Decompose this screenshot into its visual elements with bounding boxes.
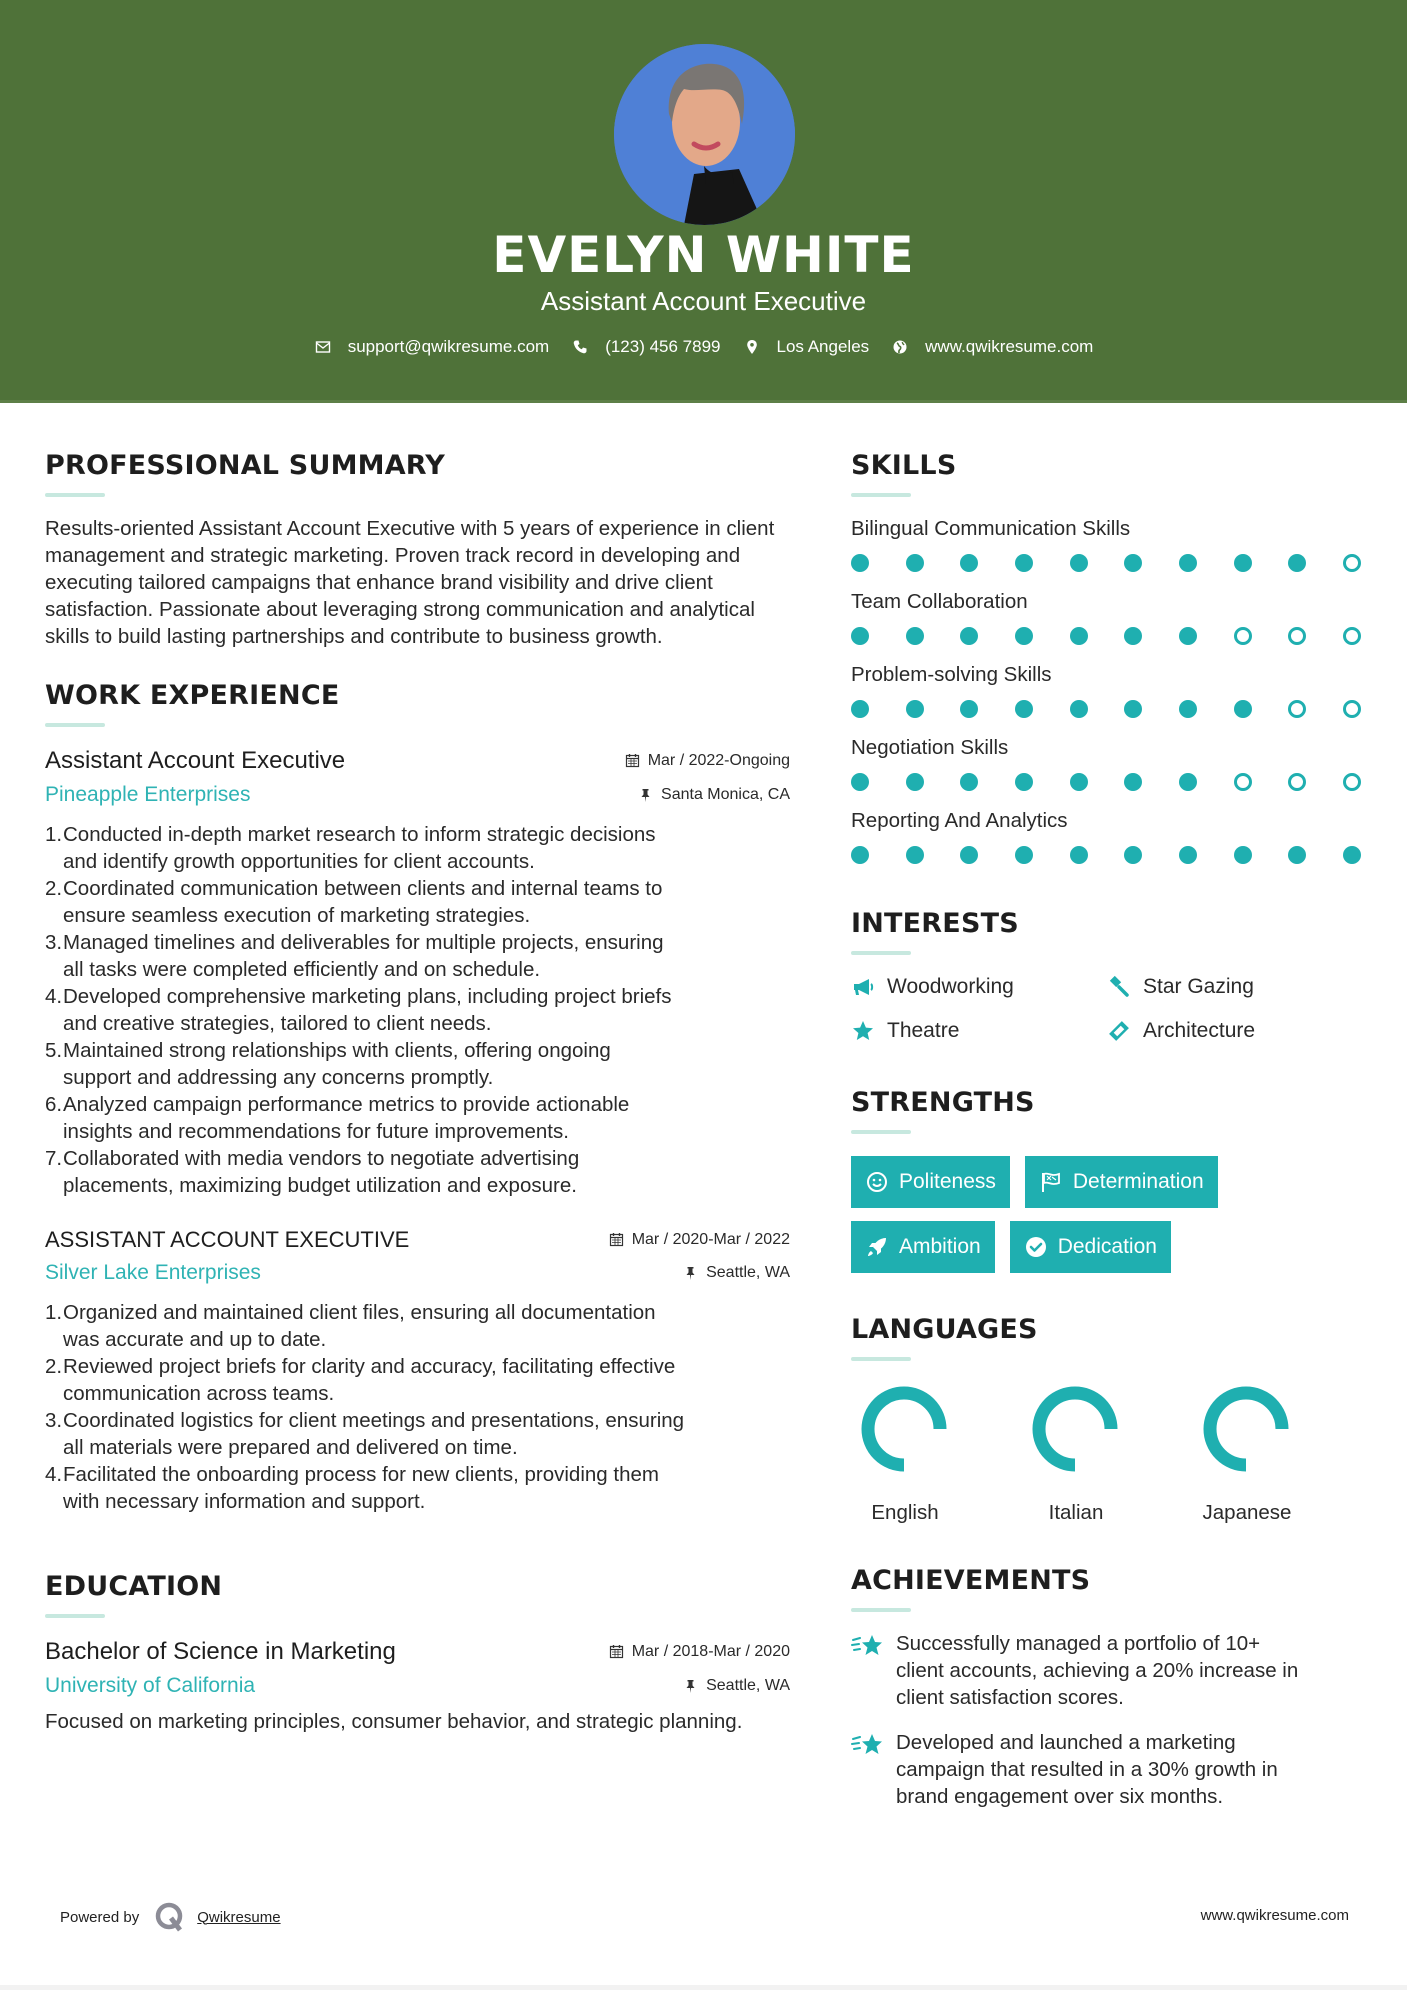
bullet-item: 4. Developed comprehensive marketing plans, including project briefs and creative strategies, tailored to client needs. bbox=[45, 985, 672, 1035]
envelope-icon bbox=[314, 338, 332, 356]
skill-rating bbox=[851, 846, 1361, 864]
job-title: Assistant Account Executive bbox=[45, 747, 346, 774]
rating-dot-empty bbox=[1343, 627, 1361, 645]
education-description: Focused on marketing principles, consumer behavior, and strategic planning. bbox=[45, 1710, 743, 1733]
education-date: Mar / 2018-Mar / 2020 bbox=[609, 1643, 790, 1661]
job-bullets bbox=[45, 1299, 790, 1515]
company-name: Silver Lake Enterprises bbox=[45, 1261, 261, 1284]
contact-website[interactable]: www.qwikresume.com bbox=[891, 337, 1093, 357]
rating-dot-empty bbox=[1288, 700, 1306, 718]
job-date: Mar / 2022-Ongoing bbox=[625, 752, 790, 770]
language-item: English bbox=[851, 1383, 1022, 1525]
rating-dot-filled bbox=[851, 700, 869, 718]
skill-name: Problem-solving Skills bbox=[851, 663, 1052, 686]
bullet-item: 1. Conducted in-depth market research to inform strategic decisions and identify growth opportunities for client accounts. bbox=[45, 823, 656, 873]
profile-photo bbox=[614, 44, 795, 225]
bullet-item: 5. Maintained strong relationships with clients, offering ongoing support and addressing any concerns promptly. bbox=[45, 1039, 611, 1089]
strength-badge: Ambition bbox=[851, 1221, 995, 1273]
pushpin-icon bbox=[683, 1679, 698, 1694]
achievements-section bbox=[851, 1565, 1371, 1810]
calendar-icon bbox=[609, 1232, 624, 1247]
interests-list bbox=[851, 975, 1371, 1043]
section-heading: STRENGTHS bbox=[851, 1087, 1035, 1118]
skill-rating bbox=[851, 627, 1361, 645]
education-entry bbox=[45, 1638, 790, 1735]
language-proficiency-ring bbox=[858, 1383, 950, 1475]
rating-dot-filled bbox=[851, 846, 869, 864]
strength-badge: Politeness bbox=[851, 1156, 1010, 1208]
bullet-item: 1. Organized and maintained client files, ensuring all documentation was accurate and up to date. bbox=[45, 1301, 656, 1351]
skill-rating bbox=[851, 773, 1361, 791]
right-column bbox=[851, 450, 1371, 1810]
rating-dot-empty bbox=[1288, 627, 1306, 645]
check-circle-icon bbox=[1024, 1235, 1048, 1259]
phone-icon bbox=[571, 338, 589, 356]
star-icon bbox=[851, 1019, 877, 1043]
professional-summary-section bbox=[45, 450, 790, 650]
rating-dot-filled bbox=[1234, 846, 1252, 864]
bullet-item: 2. Coordinated communication between clients and internal teams to ensure seamless execution of marketing strategies. bbox=[45, 877, 663, 927]
school-name: University of California bbox=[45, 1674, 256, 1697]
education-section bbox=[45, 1571, 790, 1735]
language-item: Italian bbox=[1022, 1383, 1193, 1525]
rating-dot-filled bbox=[1015, 554, 1033, 572]
bullet-item: 2. Reviewed project briefs for clarity and accuracy, facilitating effective communication across teams. bbox=[45, 1355, 676, 1405]
rating-dot-filled bbox=[960, 627, 978, 645]
shooting-star-icon bbox=[851, 1729, 896, 1810]
rating-dot-filled bbox=[851, 627, 869, 645]
rating-dot-filled bbox=[1179, 773, 1197, 791]
candidate-title: Assistant Account Executive bbox=[540, 286, 867, 316]
rating-dot-filled bbox=[1015, 846, 1033, 864]
rating-dot-filled bbox=[1288, 554, 1306, 572]
languages-section bbox=[851, 1314, 1371, 1525]
rating-dot-filled bbox=[1015, 627, 1033, 645]
language-proficiency-ring bbox=[1200, 1383, 1292, 1475]
rating-dot-filled bbox=[906, 554, 924, 572]
skill-item bbox=[851, 736, 1371, 791]
pushpin-icon bbox=[638, 788, 653, 803]
skill-name: Reporting And Analytics bbox=[851, 809, 1068, 832]
map-pin-icon bbox=[743, 338, 761, 356]
bullet-item: 4. Facilitated the onboarding process for new clients, providing them with necessary information and support. bbox=[45, 1463, 659, 1513]
rating-dot-filled bbox=[1343, 846, 1361, 864]
qwikresume-link[interactable]: Qwikresume bbox=[197, 1908, 281, 1926]
language-item: Japanese bbox=[1193, 1383, 1364, 1525]
education-location: Seattle, WA bbox=[683, 1677, 790, 1695]
ticket-icon bbox=[1107, 1019, 1133, 1043]
rating-dot-filled bbox=[1070, 627, 1088, 645]
rating-dot-empty bbox=[1343, 700, 1361, 718]
rating-dot-filled bbox=[960, 554, 978, 572]
qwikresume-logo-icon bbox=[153, 1900, 187, 1934]
rating-dot-filled bbox=[1124, 773, 1142, 791]
skill-item bbox=[851, 590, 1371, 645]
company-name: Pineapple Enterprises bbox=[45, 783, 251, 806]
rating-dot-filled bbox=[1070, 700, 1088, 718]
heading-underline bbox=[851, 1357, 911, 1361]
flag-icon bbox=[1039, 1170, 1063, 1194]
section-heading: PROFESSIONAL SUMMARY bbox=[45, 450, 446, 481]
megaphone-icon bbox=[851, 975, 877, 999]
achievement-item: Successfully managed a portfolio of 10+ client accounts, achieving a 20% increase in client satisfaction scores. bbox=[851, 1630, 1371, 1711]
job-date: Mar / 2020-Mar / 2022 bbox=[609, 1231, 790, 1249]
calendar-icon bbox=[625, 753, 640, 768]
rating-dot-filled bbox=[1124, 627, 1142, 645]
rating-dot-filled bbox=[906, 700, 924, 718]
job-location: Santa Monica, CA bbox=[638, 786, 790, 804]
rating-dot-filled bbox=[851, 773, 869, 791]
rating-dot-filled bbox=[906, 773, 924, 791]
portrait-illustration bbox=[614, 44, 795, 225]
rating-dot-filled bbox=[1124, 700, 1142, 718]
rating-dot-filled bbox=[1124, 846, 1142, 864]
rating-dot-filled bbox=[906, 846, 924, 864]
calendar-icon bbox=[609, 1644, 624, 1659]
section-heading: ACHIEVEMENTS bbox=[851, 1565, 1091, 1596]
interest-item: Woodworking bbox=[851, 975, 1107, 999]
section-heading: WORK EXPERIENCE bbox=[45, 680, 340, 711]
rating-dot-filled bbox=[1179, 627, 1197, 645]
skill-item bbox=[851, 663, 1371, 718]
pushpin-icon bbox=[683, 1266, 698, 1281]
bullet-item: 3. Coordinated logistics for client meetings and presentations, ensuring all materials were prepared and delivered on time. bbox=[45, 1409, 685, 1459]
rating-dot-filled bbox=[1124, 554, 1142, 572]
footer-url[interactable]: www.qwikresume.com bbox=[1200, 1907, 1349, 1924]
globe-icon bbox=[891, 338, 909, 356]
skill-name: Negotiation Skills bbox=[851, 736, 1009, 759]
resume-header bbox=[0, 0, 1407, 403]
bullet-item: 3. Managed timelines and deliverables for multiple projects, ensuring all tasks were completed efficiently and on schedule. bbox=[45, 931, 664, 981]
rating-dot-filled bbox=[1070, 846, 1088, 864]
job-location: Seattle, WA bbox=[683, 1264, 790, 1282]
strength-badge: Determination bbox=[1025, 1156, 1218, 1208]
strength-badge: Dedication bbox=[1010, 1221, 1171, 1273]
interest-item: Architecture bbox=[1107, 1019, 1363, 1043]
skills-list bbox=[851, 517, 1371, 864]
rating-dot-filled bbox=[960, 846, 978, 864]
language-proficiency-ring bbox=[1029, 1383, 1121, 1475]
summary-text: Results-oriented Assistant Account Executive with 5 years of experience in client management and strategic marketing. Proven track record in developing and executing tailored campaigns that enhance brand visibility and drive client satisfaction. Passionate about leveraging strong communication and analytical skills to build lasting partnerships and contribute to business growth. bbox=[45, 517, 775, 648]
candidate-name: EVELYN WHITE bbox=[492, 226, 915, 284]
rating-dot-filled bbox=[1070, 554, 1088, 572]
skill-name: Bilingual Communication Skills bbox=[851, 517, 1131, 540]
contact-email[interactable]: support@qwikresume.com bbox=[314, 337, 550, 357]
section-heading: SKILLS bbox=[851, 450, 957, 481]
rating-dot-filled bbox=[1179, 846, 1197, 864]
rating-dot-filled bbox=[1070, 773, 1088, 791]
strengths-section bbox=[851, 1087, 1371, 1286]
languages-list bbox=[851, 1383, 1371, 1525]
work-experience-section bbox=[45, 680, 790, 1515]
rating-dot-filled bbox=[960, 700, 978, 718]
strengths-list bbox=[851, 1156, 1371, 1286]
skill-item bbox=[851, 809, 1371, 864]
rating-dot-filled bbox=[1234, 700, 1252, 718]
achievement-item: Developed and launched a marketing campaign that resulted in a 30% growth in brand engagement over six months. bbox=[851, 1729, 1371, 1810]
heading-underline bbox=[45, 493, 105, 497]
job-bullets bbox=[45, 821, 790, 1199]
interests-section bbox=[851, 908, 1371, 1043]
rocket-icon bbox=[865, 1235, 889, 1259]
interest-item: Theatre bbox=[851, 1019, 1107, 1043]
bullet-item: 6. Analyzed campaign performance metrics to provide actionable insights and recommendations for future improvements. bbox=[45, 1093, 630, 1143]
heading-underline bbox=[851, 951, 911, 955]
section-heading: EDUCATION bbox=[45, 1571, 223, 1602]
skill-rating bbox=[851, 700, 1361, 718]
job-entry bbox=[45, 1227, 790, 1515]
rating-dot-empty bbox=[1234, 773, 1252, 791]
skills-section bbox=[851, 450, 1371, 864]
contact-location: Los Angeles bbox=[743, 337, 870, 357]
job-entry bbox=[45, 747, 790, 1199]
contact-bar bbox=[0, 337, 1407, 357]
skill-name: Team Collaboration bbox=[851, 590, 1028, 613]
heading-underline bbox=[851, 1608, 911, 1612]
powered-by: Powered by Qwikresume bbox=[60, 1900, 281, 1934]
rating-dot-empty bbox=[1343, 554, 1361, 572]
job-title: ASSISTANT ACCOUNT EXECUTIVE bbox=[45, 1227, 410, 1252]
heading-underline bbox=[45, 723, 105, 727]
rating-dot-filled bbox=[1234, 554, 1252, 572]
rating-dot-filled bbox=[1015, 700, 1033, 718]
contact-phone[interactable]: (123) 456 7899 bbox=[571, 337, 720, 357]
rating-dot-empty bbox=[1288, 773, 1306, 791]
section-heading: INTERESTS bbox=[851, 908, 1019, 939]
skill-item bbox=[851, 517, 1371, 572]
rating-dot-empty bbox=[1343, 773, 1361, 791]
shooting-star-icon bbox=[851, 1630, 896, 1711]
rating-dot-empty bbox=[1234, 627, 1252, 645]
bullet-item: 7. Collaborated with media vendors to negotiate advertising placements, maximizing budget utilization and exposure. bbox=[45, 1147, 580, 1197]
heading-underline bbox=[851, 493, 911, 497]
heading-underline bbox=[851, 1130, 911, 1134]
rating-dot-filled bbox=[960, 773, 978, 791]
skill-rating bbox=[851, 554, 1361, 572]
rating-dot-filled bbox=[1015, 773, 1033, 791]
smile-icon bbox=[865, 1170, 889, 1194]
rating-dot-filled bbox=[906, 627, 924, 645]
section-heading: LANGUAGES bbox=[851, 1314, 1038, 1345]
left-column bbox=[45, 450, 790, 1735]
rating-dot-filled bbox=[1179, 554, 1197, 572]
rating-dot-filled bbox=[1288, 846, 1306, 864]
gavel-icon bbox=[1107, 975, 1133, 999]
rating-dot-filled bbox=[851, 554, 869, 572]
interest-item: Star Gazing bbox=[1107, 975, 1363, 999]
heading-underline bbox=[45, 1614, 105, 1618]
degree-title: Bachelor of Science in Marketing bbox=[45, 1638, 396, 1665]
page-bottom-edge bbox=[0, 1985, 1407, 1990]
rating-dot-filled bbox=[1179, 700, 1197, 718]
